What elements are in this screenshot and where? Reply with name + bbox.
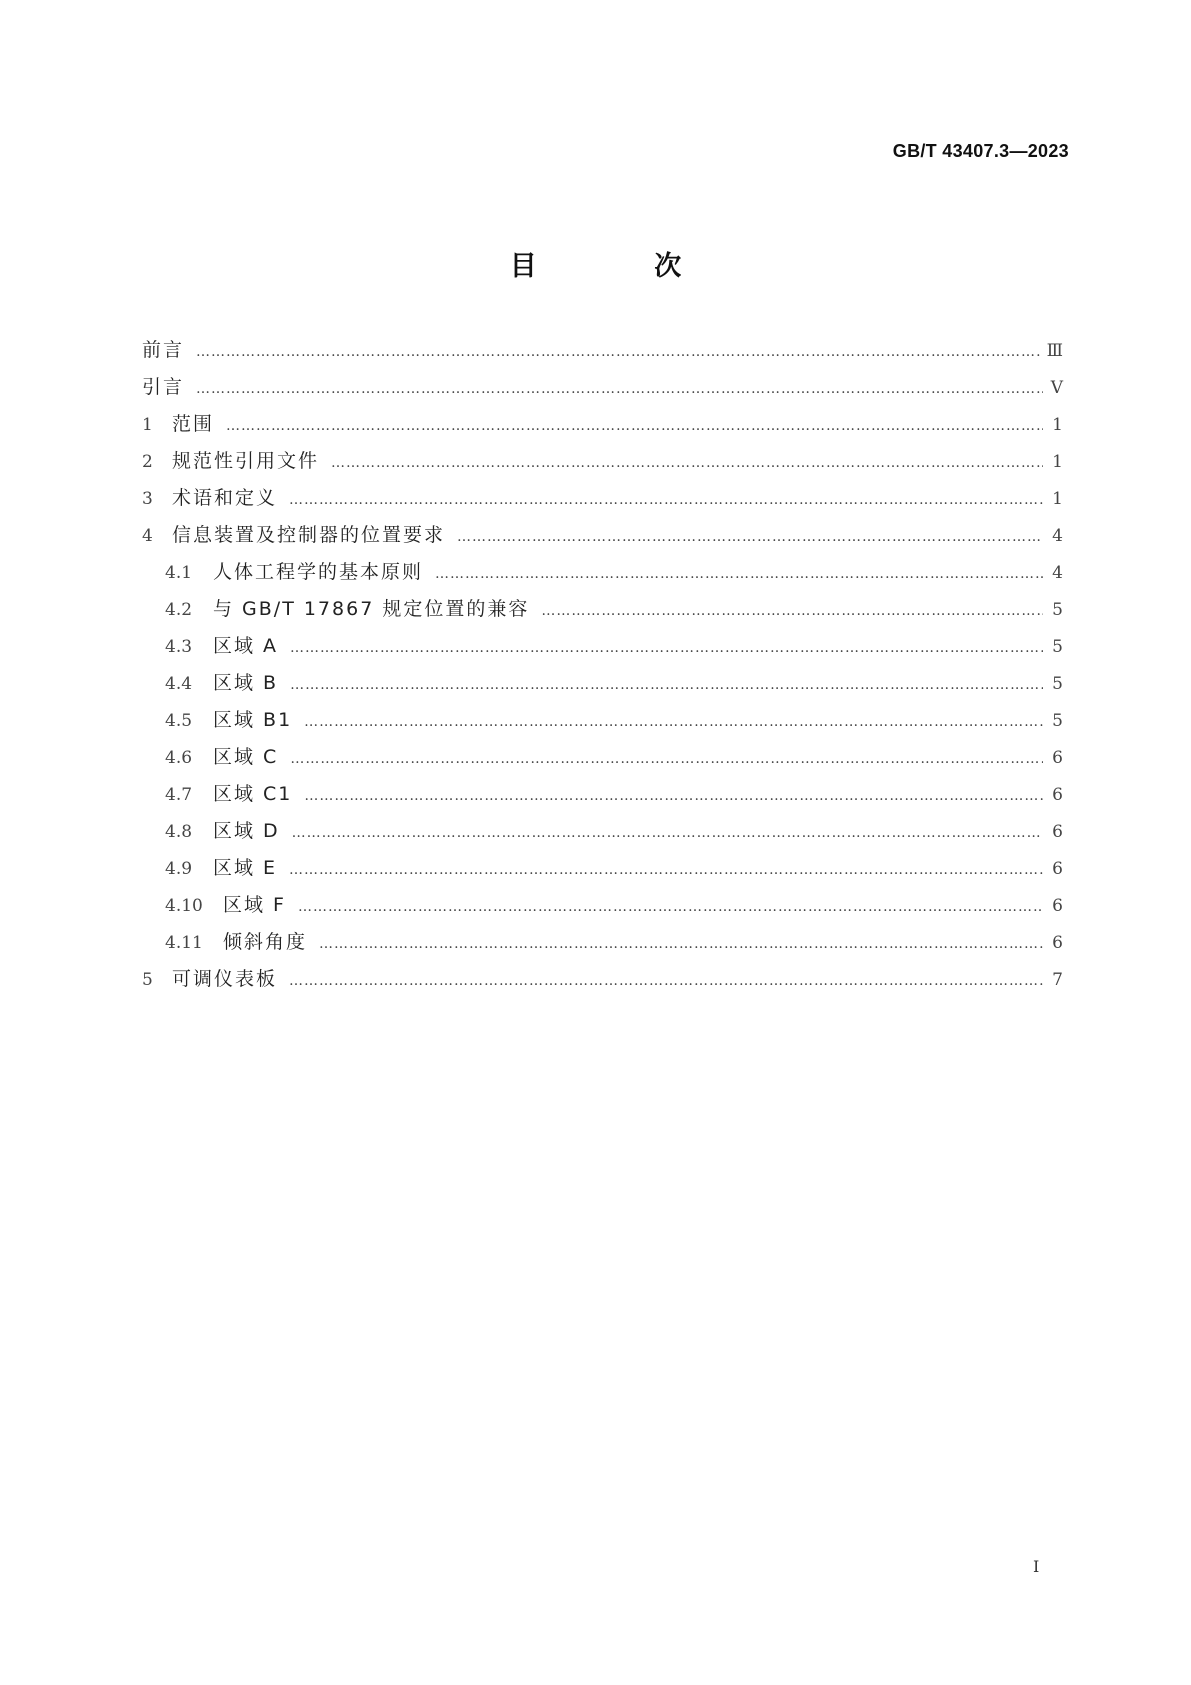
table-of-contents	[142, 335, 1063, 1001]
toc-entry-page: 5	[1052, 600, 1063, 620]
toc-leader-dots	[292, 826, 1043, 840]
toc-entry-4-5[interactable]	[142, 705, 1063, 742]
toc-entry-label: 信息装置及控制器的位置要求	[172, 524, 446, 546]
toc-entry-page: 5	[1052, 711, 1063, 731]
toc-entry-page: 5	[1052, 674, 1063, 694]
toc-entry-number: 4.3	[165, 637, 193, 657]
toc-leader-dots	[457, 530, 1043, 544]
toc-entry-number: 4.4	[165, 674, 193, 694]
toc-entry-1[interactable]	[142, 409, 1063, 446]
toc-entry-label: 人体工程学的基本原则	[213, 561, 424, 583]
toc-entry-page: 1	[1052, 489, 1063, 509]
standard-code: GB/T 43407.3—2023	[892, 141, 1069, 161]
toc-leader-dots	[290, 641, 1043, 655]
toc-entry-page: 6	[1052, 822, 1063, 842]
toc-entry-label: 前言	[142, 339, 185, 361]
toc-entry-4-2[interactable]	[142, 594, 1063, 631]
toc-leader-dots	[290, 678, 1043, 692]
toc-entry-2[interactable]	[142, 446, 1063, 483]
toc-entry-4-7[interactable]	[142, 779, 1063, 816]
toc-entry-page: Ⅲ	[1046, 341, 1063, 361]
toc-entry-page: 6	[1052, 748, 1063, 768]
toc-entry-page: 7	[1052, 970, 1063, 990]
toc-entry-label: 区域 B1	[213, 709, 293, 731]
toc-leader-dots	[304, 715, 1043, 729]
toc-leader-dots	[289, 493, 1043, 507]
toc-entry-4-6[interactable]	[142, 742, 1063, 779]
toc-entry-label: 区域 D	[213, 820, 280, 842]
toc-entry-page: 6	[1052, 933, 1063, 953]
toc-leader-dots	[290, 752, 1043, 766]
toc-entry-4-3[interactable]	[142, 631, 1063, 668]
toc-entry-number: 4	[142, 526, 153, 546]
page-number: Ⅰ	[1033, 1557, 1040, 1576]
toc-entry-label: 规范性引用文件	[172, 450, 320, 472]
toc-entry-label: 区域 C1	[213, 783, 293, 805]
toc-entry-number: 4.8	[165, 822, 193, 842]
toc-entry-number: 2	[142, 452, 153, 472]
toc-entry-foreword[interactable]	[142, 335, 1063, 372]
toc-entry-page: 6	[1052, 785, 1063, 805]
toc-leader-dots	[289, 863, 1043, 877]
toc-entry-label: 与 GB/T 17867 规定位置的兼容	[213, 598, 530, 620]
toc-leader-dots	[196, 345, 1041, 359]
toc-leader-dots	[435, 567, 1043, 581]
toc-entry-number: 4.1	[165, 563, 193, 583]
toc-entry-4-10[interactable]	[142, 890, 1063, 927]
toc-leader-dots	[196, 382, 1043, 396]
toc-entry-number: 4.9	[165, 859, 193, 879]
toc-leader-dots	[304, 789, 1043, 803]
toc-entry-label: 倾斜角度	[223, 931, 308, 953]
toc-entry-label: 区域 E	[213, 857, 278, 879]
toc-entry-number: 4.7	[165, 785, 193, 805]
toc-leader-dots	[541, 604, 1043, 618]
toc-entry-number: 4.6	[165, 748, 193, 768]
toc-leader-dots	[289, 974, 1043, 988]
toc-entry-4[interactable]	[142, 520, 1063, 557]
toc-leader-dots	[319, 937, 1043, 951]
toc-entry-label: 区域 A	[213, 635, 279, 657]
toc-entry-page: 1	[1052, 415, 1063, 435]
toc-entry-4-1[interactable]	[142, 557, 1063, 594]
toc-entry-5[interactable]	[142, 964, 1063, 1001]
toc-entry-4-9[interactable]	[142, 853, 1063, 890]
toc-leader-dots	[331, 456, 1043, 470]
toc-entry-page: 6	[1052, 896, 1063, 916]
toc-entry-number: 5	[142, 970, 153, 990]
toc-entry-number: 4.5	[165, 711, 193, 731]
toc-entry-page: Ⅴ	[1050, 378, 1063, 398]
toc-entry-number: 4.11	[165, 933, 203, 953]
toc-entry-page: 6	[1052, 859, 1063, 879]
toc-entry-3[interactable]	[142, 483, 1063, 520]
toc-entry-number: 3	[142, 489, 153, 509]
toc-entry-label: 引言	[142, 376, 185, 398]
toc-leader-dots	[298, 900, 1043, 914]
toc-entry-introduction[interactable]	[142, 372, 1063, 409]
toc-entry-number: 4.10	[165, 896, 203, 916]
toc-entry-label: 可调仪表板	[172, 968, 278, 990]
toc-entry-label: 区域 F	[223, 894, 286, 916]
toc-entry-label: 术语和定义	[172, 487, 278, 509]
toc-entry-4-8[interactable]	[142, 816, 1063, 853]
toc-entry-number: 1	[142, 415, 153, 435]
toc-entry-label: 区域 B	[213, 672, 279, 694]
toc-leader-dots	[226, 419, 1043, 433]
toc-entry-number: 4.2	[165, 600, 193, 620]
toc-entry-page: 5	[1052, 637, 1063, 657]
toc-entry-page: 4	[1052, 526, 1063, 546]
toc-entry-4-4[interactable]	[142, 668, 1063, 705]
toc-entry-4-11[interactable]	[142, 927, 1063, 964]
toc-entry-label: 范围	[172, 413, 215, 435]
toc-entry-page: 1	[1052, 452, 1063, 472]
page-title: 目 次	[509, 251, 736, 282]
toc-entry-label: 区域 C	[213, 746, 279, 768]
toc-entry-page: 4	[1052, 563, 1063, 583]
